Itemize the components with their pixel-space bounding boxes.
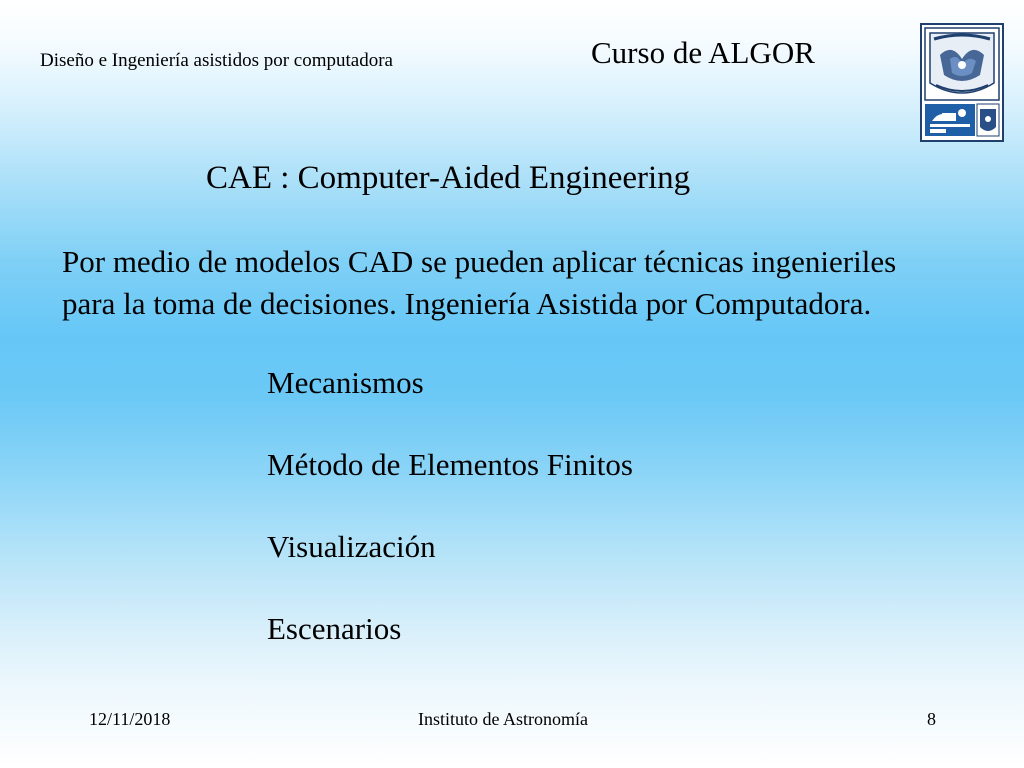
- unam-small-seal-icon: [977, 104, 999, 136]
- unam-logo-panel: [920, 23, 1004, 142]
- footer-date: 12/11/2018: [89, 709, 171, 729]
- unam-seal-icon: [925, 28, 999, 100]
- course-title: Curso de ALGOR: [591, 35, 815, 70]
- slide-heading: CAE : Computer-Aided Engineering: [206, 160, 691, 196]
- list-item: Visualización: [267, 529, 436, 564]
- paragraph-line: para la toma de decisiones. Ingeniería Asistida por Computadora.: [62, 286, 872, 321]
- paragraph-line: Por medio de modelos CAD se pueden aplicar técnicas ingenieriles: [62, 244, 897, 279]
- slide-paragraph: [62, 241, 896, 325]
- page-number: 8: [927, 709, 936, 729]
- list-item: Escenarios: [267, 611, 402, 646]
- instituto-de-astronomia-logo-icon: [925, 104, 975, 136]
- header-subtitle: Diseño e Ingeniería asistidos por computadora: [40, 50, 393, 71]
- footer-institution: Instituto de Astronomía: [418, 709, 588, 729]
- unam-logo-icon: [922, 25, 1002, 140]
- list-item: Mecanismos: [267, 365, 424, 400]
- list-item: Método de Elementos Finitos: [267, 447, 633, 482]
